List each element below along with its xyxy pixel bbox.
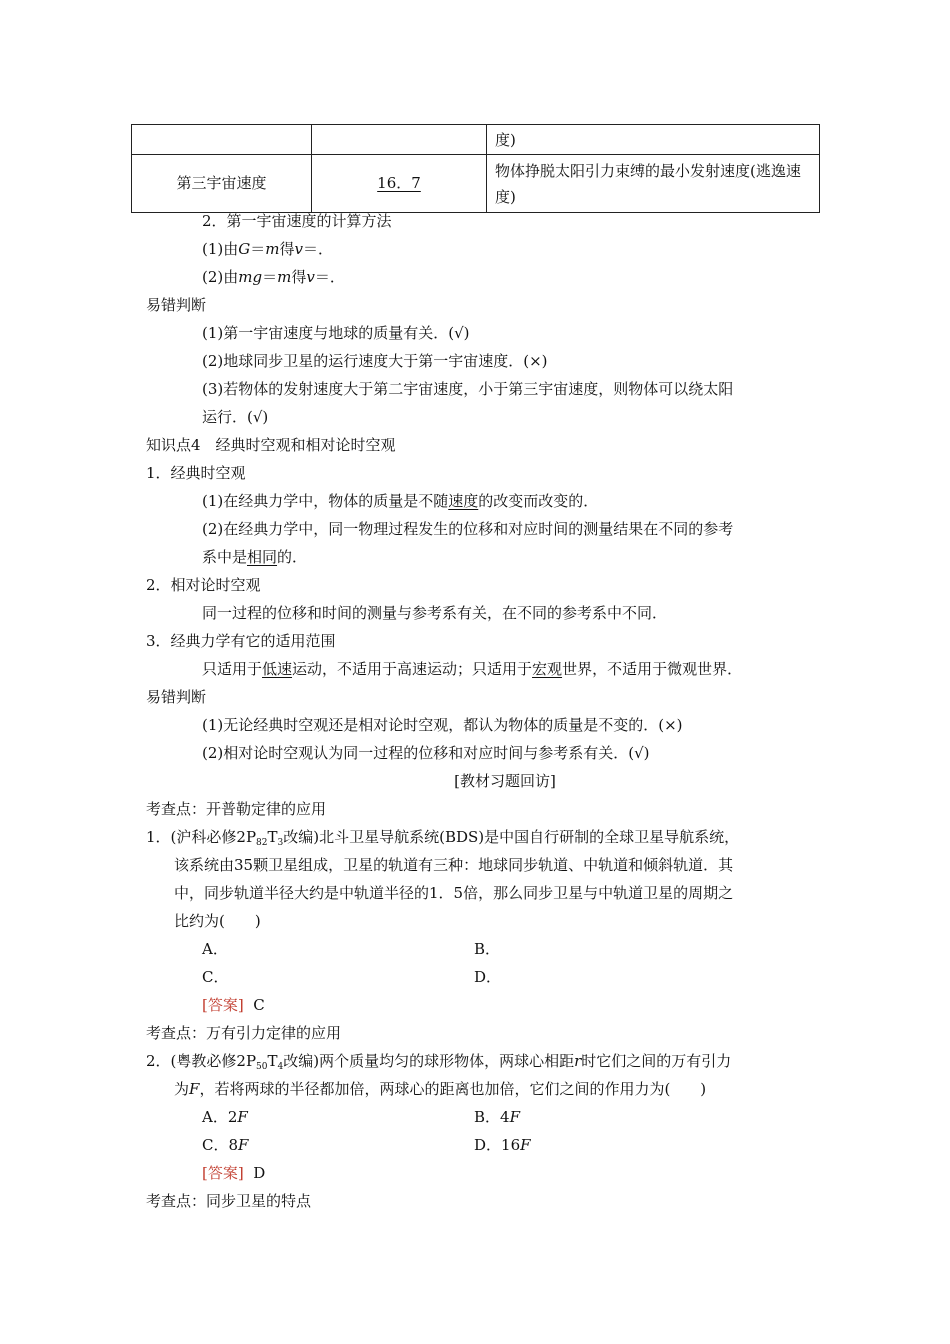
desc-line: 度) (495, 187, 516, 206)
answer-label: [答案] (202, 996, 244, 1014)
answer-line (202, 998, 265, 1013)
answer-label: [答案] (202, 1164, 244, 1182)
third-velocity-value: 16．7 (377, 174, 421, 192)
blank-answer: 速度 (448, 492, 479, 510)
option-b: B．4F (474, 1108, 520, 1126)
desc-line: 物体挣脱太阳引力束缚的最小发射速度(逃逸速 (495, 161, 801, 180)
option-c: C． (202, 968, 229, 986)
calc-line-2: (2)由mg＝m得v＝． (202, 268, 345, 286)
subsection-title: 1．经典时空观 (146, 464, 246, 482)
paragraph-line: 系中是相同的． (202, 548, 308, 566)
question-line: 2．(粤教必修$2P_{50}T_4$改编)两个质量均匀的球形物体，两球心相距r时它们之间的万有引力 (146, 1052, 732, 1072)
option-d: D． (474, 968, 502, 986)
review-title: [教材习题回访] (454, 772, 556, 790)
option-c: C．8F (202, 1136, 249, 1154)
calc-title: 2．第一宇宙速度的计算方法 (202, 212, 392, 230)
table-cell-desc: 度) (487, 125, 820, 155)
option-a: A．2F (202, 1108, 248, 1126)
question-line: 该系统由35颗卫星组成，卫星的轨道有三种：地球同步轨道、中轨道和倾斜轨道．其 (174, 856, 734, 874)
blank-answer: 宏观 (532, 660, 563, 678)
option-d: D．16F (474, 1136, 531, 1154)
question-line: 中，同步轨道半径大约是中轨道半径的1．5倍，那么同步卫星与中轨道卫星的周期之 (174, 884, 734, 902)
blank-answer: 低速 (262, 660, 293, 678)
paragraph-line: (1)在经典力学中，物体的质量是不随速度的改变而改变的． (202, 492, 599, 510)
topic-label: 考查点：开普勒定律的应用 (146, 800, 327, 818)
judge-item: (1)第一宇宙速度与地球的质量有关．(√) (202, 324, 470, 342)
judge-title: 易错判断 (146, 688, 207, 706)
table-cell-name (132, 125, 312, 155)
cosmic-velocity-table (131, 124, 820, 213)
table-cell-desc (487, 155, 820, 213)
topic-label: 考查点：万有引力定律的应用 (146, 1024, 342, 1042)
answer-value: D (253, 1164, 266, 1182)
judge-title: 易错判断 (146, 296, 207, 314)
option-b: B． (474, 940, 501, 958)
table-cell-value (312, 125, 487, 155)
answer-value: C (253, 996, 265, 1014)
judge-item: 运行．(√) (202, 408, 269, 426)
option-a: A． (202, 940, 228, 958)
topic-label: 考查点：同步卫星的特点 (146, 1192, 312, 1210)
question-line: 为F，若将两球的半径都加倍，两球心的距离也加倍，它们之间的作用力为( ) (174, 1080, 707, 1098)
judge-item: (2)相对论时空观认为同一过程的位移和对应时间与参考系有关．(√) (202, 744, 650, 762)
question-line: 比约为( ) (174, 912, 261, 930)
judge-item: (2)地球同步卫星的运行速度大于第一宇宙速度．(×) (202, 352, 548, 370)
question-line: 1．(沪科必修$2P_{82}T_3$改编)北斗卫星导航系统(BDS)是中国自行研制的全球卫星导航系统， (146, 828, 740, 848)
calc-line-1: (1)由G＝m得v＝． (202, 240, 333, 258)
paragraph-line: (2)在经典力学中，同一物理过程发生的位移和对应时间的测量结果在不同的参考 (202, 520, 734, 538)
section-title: 知识点4 经典时空观和相对论时空观 (146, 436, 396, 454)
table-cell-value (312, 155, 487, 213)
table-cell-name: 第三宇宙速度 (132, 155, 312, 213)
blank-answer: 相同 (247, 548, 278, 566)
subsection-title: 3．经典力学有它的适用范围 (146, 632, 336, 650)
table-row (132, 125, 820, 155)
answer-line (202, 1166, 265, 1181)
table-row (132, 155, 820, 213)
subsection-title: 2．相对论时空观 (146, 576, 261, 594)
judge-item: (3)若物体的发射速度大于第二宇宙速度，小于第三宇宙速度，则物体可以绕太阳 (202, 380, 734, 398)
judge-item: (1)无论经典时空观还是相对论时空观，都认为物体的质量是不变的．(×) (202, 716, 683, 734)
paragraph-line: 只适用于低速运动，不适用于高速运动；只适用于宏观世界，不适用于微观世界． (202, 660, 743, 678)
paragraph-line: 同一过程的位移和时间的测量与参考系有关，在不同的参考系中不同． (202, 604, 668, 622)
